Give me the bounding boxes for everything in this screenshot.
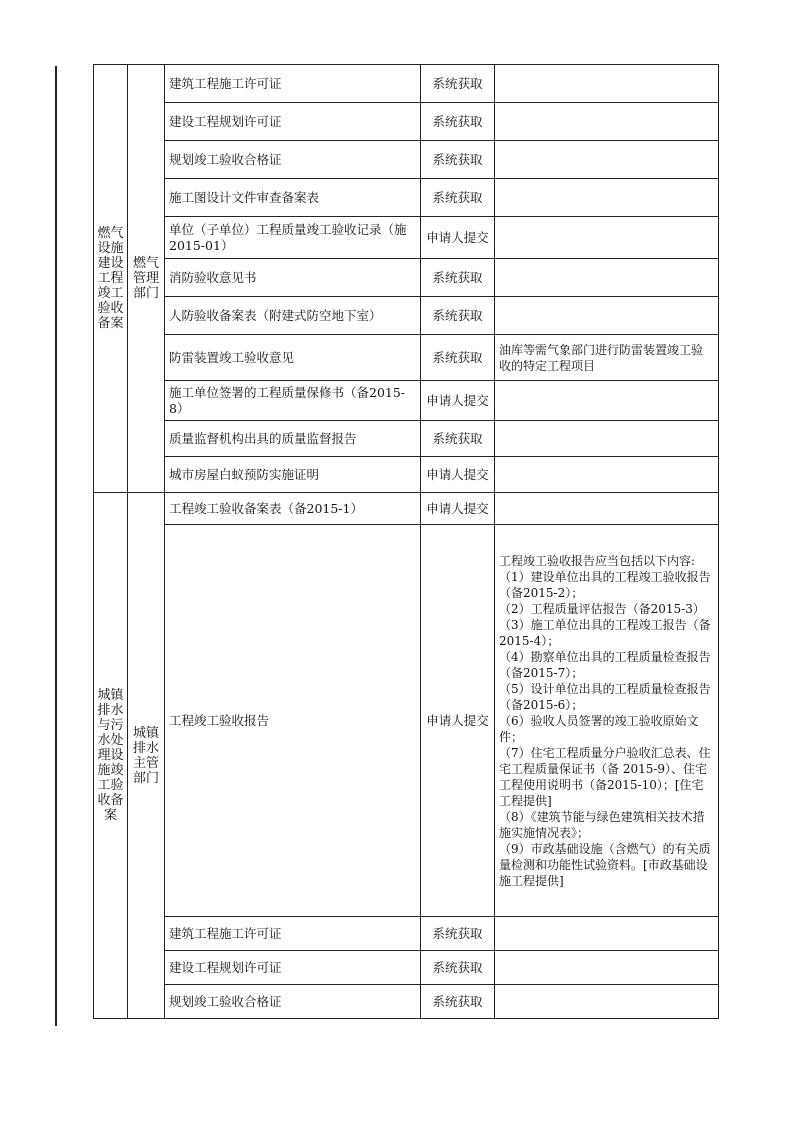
note-line: （9）市政基础设施（含燃气）的有关质量检测和功能性试验资料。[市政基础设施工程提供]: [499, 841, 711, 888]
method-cell: 系统获取: [421, 141, 495, 179]
table-row: [94, 421, 719, 457]
method-cell: 系统获取: [421, 951, 495, 985]
note-line: （7）住宅工程质量分户验收汇总表、住宅工程质量保证书（备 2015-9）、住宅工程使用说明书（备2015-10）；[住宅工程提供]: [499, 745, 711, 808]
table-row: [94, 179, 719, 217]
table-row: [94, 525, 719, 917]
method-cell: 系统获取: [421, 985, 495, 1019]
note-cell: [495, 65, 719, 103]
dept-cell: 城镇排水主管部门: [128, 493, 165, 1019]
method-cell: 系统获取: [421, 103, 495, 141]
table-row: [94, 65, 719, 103]
item-cell: 单位（子单位）工程质量竣工验收记录（施2015-01）: [165, 217, 421, 259]
note-line: （5）设计单位出具的工程质量检查报告（备2015-6）；: [499, 681, 711, 712]
table-row: [94, 381, 719, 421]
group-cell: 燃气设施建设工程竣工验收备案: [94, 65, 128, 493]
method-cell: 系统获取: [421, 259, 495, 297]
note-cell: [495, 421, 719, 457]
note-cell: [495, 297, 719, 335]
table-row: [94, 141, 719, 179]
table-row: [94, 493, 719, 525]
table-row: [94, 259, 719, 297]
table-row: [94, 335, 719, 381]
item-cell: 施工单位签署的工程质量保修书（备2015-8）: [165, 381, 421, 421]
page-margin-line: [55, 66, 57, 1026]
method-cell: 申请人提交: [421, 525, 495, 917]
item-cell: 规划竣工验收合格证: [165, 985, 421, 1019]
note-cell: [495, 951, 719, 985]
note-line: （8）《建筑节能与绿色建筑相关技术措施实施情况表》；: [499, 809, 705, 840]
note-line: （3）施工单位出具的工程竣工报告（备2015-4）；: [499, 617, 711, 648]
note-cell: [495, 493, 719, 525]
note-cell: [495, 141, 719, 179]
method-cell: 申请人提交: [421, 493, 495, 525]
note-line: （6）验收人员签署的竣工验收原始文件；: [499, 713, 699, 744]
table-row: [94, 217, 719, 259]
item-cell: 建筑工程施工许可证: [165, 917, 421, 951]
item-cell: 人防验收备案表（附建式防空地下室）: [165, 297, 421, 335]
method-cell: 系统获取: [421, 335, 495, 381]
method-cell: 申请人提交: [421, 217, 495, 259]
note-cell: [495, 985, 719, 1019]
table-row: [94, 951, 719, 985]
note-cell: [495, 381, 719, 421]
method-cell: 系统获取: [421, 917, 495, 951]
method-cell: 系统获取: [421, 421, 495, 457]
table-row: [94, 917, 719, 951]
group-cell: 城镇排水与污水处理设施竣工验收备案: [94, 493, 128, 1019]
table-row: [94, 103, 719, 141]
method-cell: 申请人提交: [421, 457, 495, 493]
item-cell: 质量监督机构出具的质量监督报告: [165, 421, 421, 457]
item-cell: 防雷装置竣工验收意见: [165, 335, 421, 381]
item-cell: 工程竣工验收报告: [165, 525, 421, 917]
note-cell: 油库等需气象部门进行防雷装置竣工验收的特定工程项目: [495, 335, 719, 381]
item-cell: 建设工程规划许可证: [165, 103, 421, 141]
item-cell: 施工图设计文件审查备案表: [165, 179, 421, 217]
method-cell: 系统获取: [421, 179, 495, 217]
note-cell: [495, 917, 719, 951]
method-cell: 申请人提交: [421, 381, 495, 421]
item-cell: 城市房屋白蚁预防实施证明: [165, 457, 421, 493]
method-cell: 系统获取: [421, 297, 495, 335]
note-line: 工程竣工验收报告应当包括以下内容:: [499, 553, 696, 568]
materials-table: [93, 64, 719, 1019]
note-cell: [495, 457, 719, 493]
item-cell: 建筑工程施工许可证: [165, 65, 421, 103]
note-cell: [495, 179, 719, 217]
table-row: [94, 985, 719, 1019]
note-line: （4）勘察单位出具的工程质量检查报告（备2015-7）；: [499, 649, 711, 680]
item-cell: 工程竣工验收备案表（备2015-1）: [165, 493, 421, 525]
note-line: （2）工程质量评估报告（备2015-3）: [499, 601, 705, 616]
table-row: [94, 297, 719, 335]
table-row: [94, 457, 719, 493]
method-cell: 系统获取: [421, 65, 495, 103]
note-cell: [495, 525, 719, 917]
item-cell: 消防验收意见书: [165, 259, 421, 297]
note-line: （1）建设单位出具的工程竣工验收报告（备2015-2）；: [499, 569, 711, 600]
note-cell: [495, 103, 719, 141]
note-cell: [495, 217, 719, 259]
dept-cell: 燃气管理部门: [128, 65, 165, 493]
note-cell: [495, 259, 719, 297]
item-cell: 规划竣工验收合格证: [165, 141, 421, 179]
item-cell: 建设工程规划许可证: [165, 951, 421, 985]
